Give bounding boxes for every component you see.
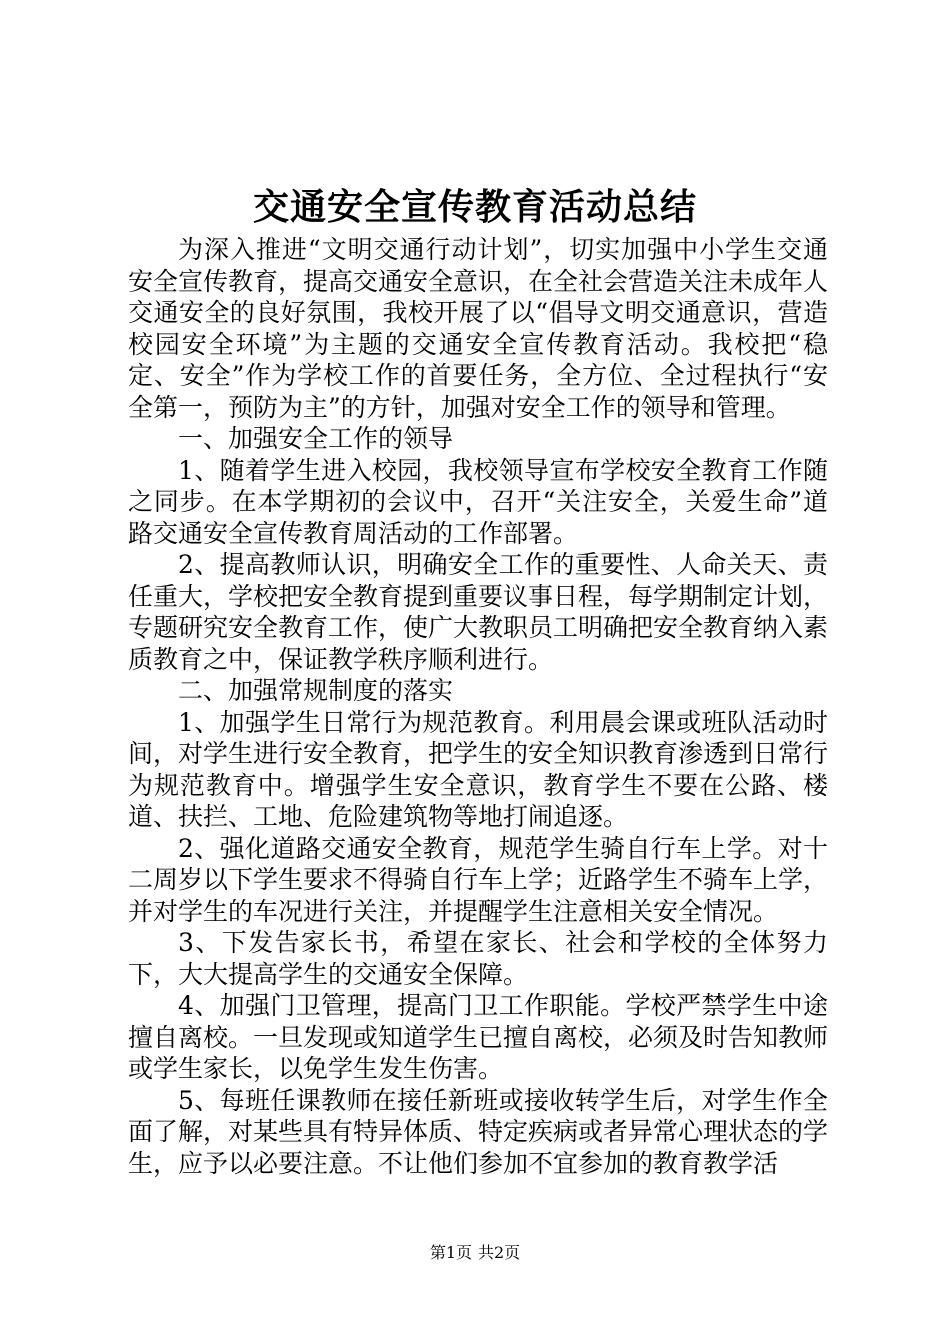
paragraph-2-2: 2、强化道路交通安全教育，规范学生骑自行车上学。对十二周岁以下学生要求不得骑自行车上学；近路学生不骑车上学，并对学生的车况进行关注，并提醒学生注意相关安全情况。 (128, 833, 829, 926)
paragraph-2-1: 1、加强学生日常行为规范教育。利用晨会课或班队活动时间，对学生进行安全教育，把学生的安全知识教育渗透到日常行为规范教育中。增强学生安全意识，教育学生不要在公路、楼道、扶拦、工地、危险建筑物等地打闹追逐。 (128, 707, 829, 831)
paragraph-2-3: 3、下发告家长书，希望在家长、社会和学校的全体努力下，大大提高学生的交通安全保障。 (128, 928, 828, 989)
paragraph-intro: 为深入推进“文明交通行动计划”，切实加强中小学生交通安全宣传教育，提高交通安全意识，在全社会营造关注未成年人交通安全的良好氛围，我校开展了以“倡导文明交通意识，营造校园安全环境”为主题的交通安全宣传教育活动。我校把“稳定、安全”作为学校工作的首要任务，全方位、全过程执行“安全第一，预防为主”的方针，加强对安全工作的领导和管理。 (128, 235, 829, 422)
paragraph-1-1: 1、随着学生进入校园，我校领导宣布学校安全教育工作随之同步。在本学期初的会议中，召开“关注安全，关爱生命”道路交通安全宣传教育周活动的工作部署。 (128, 455, 828, 548)
paragraph-2-5: 5、每班任课教师在接任新班或接收转学生后，对学生作全面了解，对某些具有特异体质、特定疾病或者异常心理状态的学生，应予以必要注意。不让他们参加不宜参加的教育教学活 (128, 1085, 829, 1178)
paragraph-2-4: 4、加强门卫管理，提高门卫工作职能。学校严禁学生中途擅自离校。一旦发现或知道学生已擅自离校，必须及时告知教师或学生家长，以免学生发生伤害。 (128, 991, 829, 1083)
page-footer (0, 1243, 950, 1263)
paragraph-1-2: 2、提高教师认识，明确安全工作的重要性、人命关天、责任重大，学校把安全教育提到重要议事日程，每学期制定计划，专题研究安全教育工作，使广大教职员工明确把安全教育纳入素质教育之中，保证教学秩序顺利进行。 (128, 550, 829, 674)
page-total: 共2页 (478, 1243, 521, 1262)
page-number: 第1页 (429, 1243, 472, 1262)
document-body (128, 234, 828, 1179)
document-title: 交通安全宣传教育活动总结 (252, 187, 697, 228)
section-heading-2: 二、加强常规制度的落实 (178, 676, 454, 705)
section-heading-1: 一、加强安全工作的领导 (178, 424, 454, 453)
